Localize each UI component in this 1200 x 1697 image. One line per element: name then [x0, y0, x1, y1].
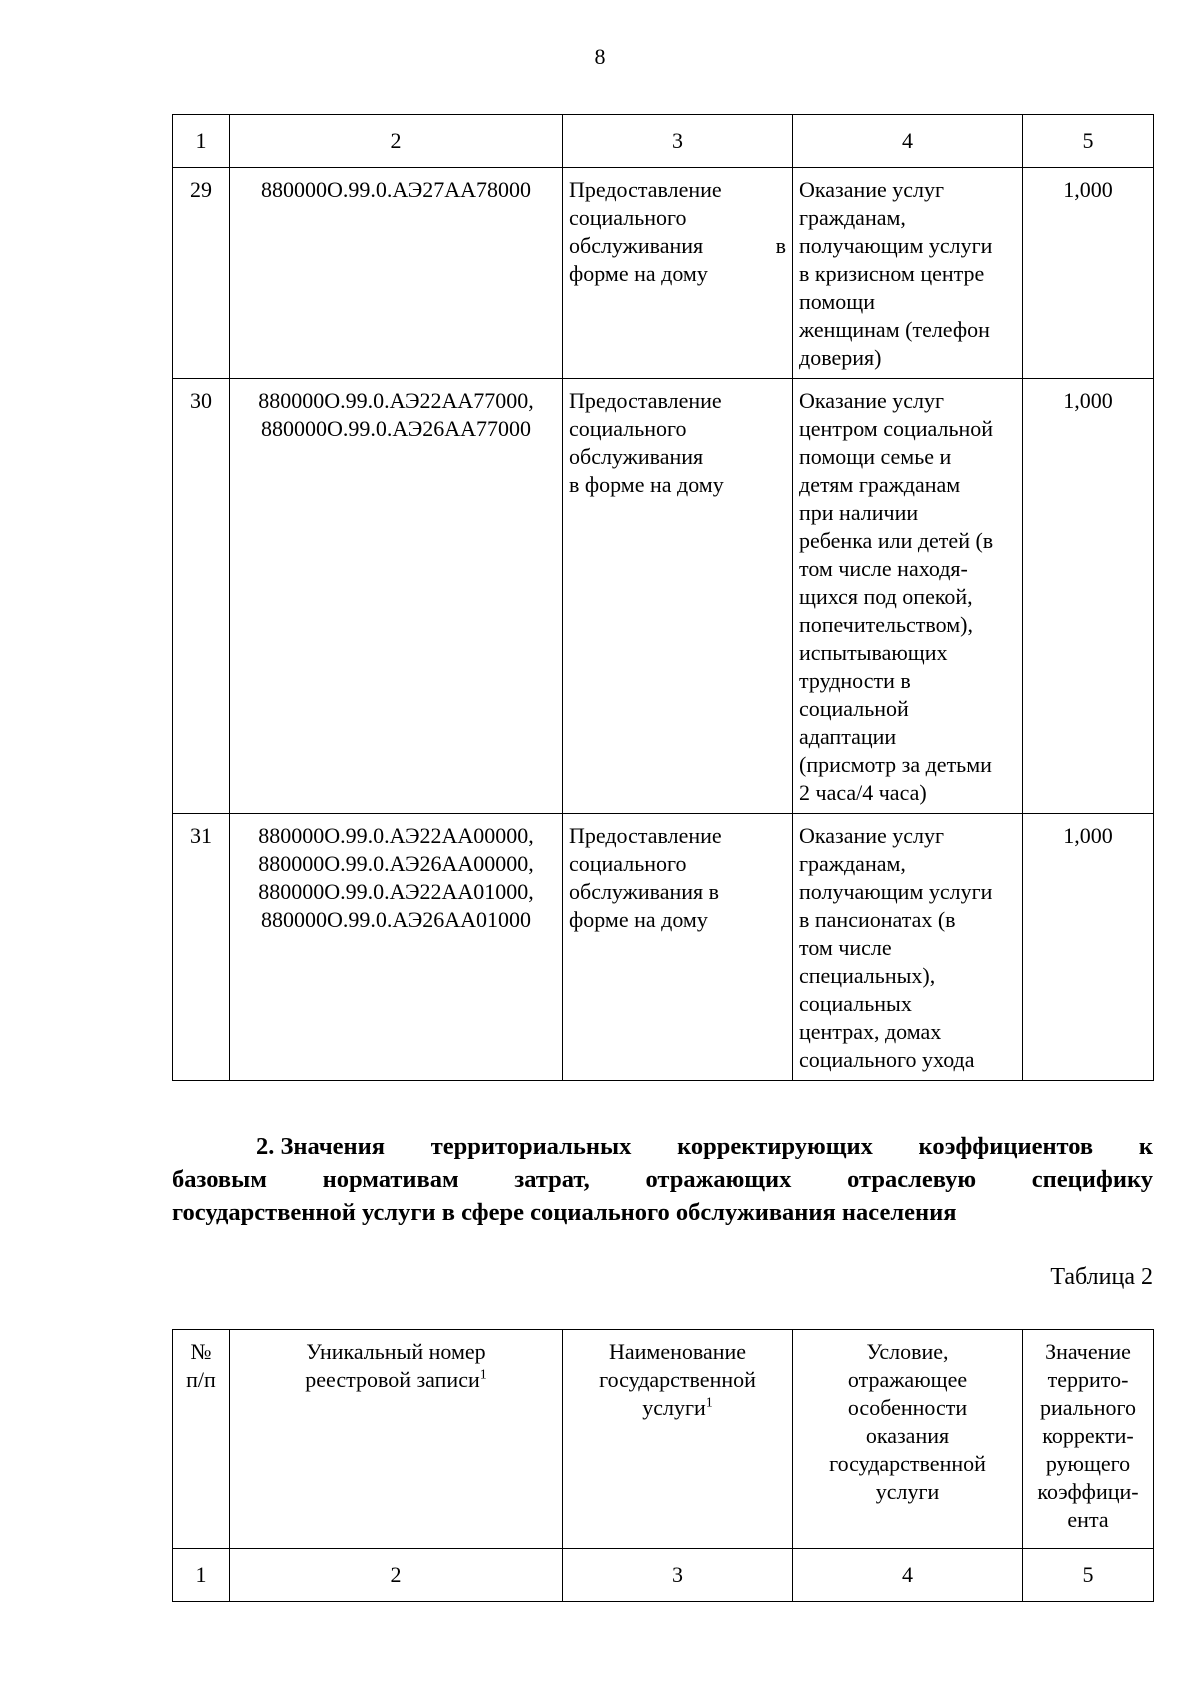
text-line: том числе — [799, 935, 892, 960]
header-cell-condition — [793, 1330, 1023, 1549]
service-condition — [793, 379, 1023, 814]
text-word: в — [775, 233, 786, 258]
heading-word: базовым — [172, 1166, 267, 1193]
table-header-row — [173, 1330, 1154, 1549]
text-line: при наличии — [799, 500, 919, 525]
text-line: социального ухода — [799, 1047, 975, 1072]
heading-line — [172, 1196, 1153, 1229]
text-line: форме на дому — [569, 907, 708, 932]
text-line: обслуживания — [569, 444, 704, 469]
header-cell-number — [173, 1330, 230, 1549]
text-line: центрах, домах — [799, 1019, 942, 1044]
header-text: услуги — [642, 1395, 706, 1420]
column-number-row — [173, 1549, 1154, 1602]
header-text: коэффици- — [1037, 1479, 1139, 1504]
heading-word: специфику — [1031, 1166, 1153, 1193]
text-line: помощи семье и — [799, 444, 952, 469]
text-line: центром социальной — [799, 416, 994, 441]
registry-code: 880000О.99.0.АЭ22АА00000, — [258, 823, 534, 848]
text-line: социальной — [799, 696, 909, 721]
text-line: социальных — [799, 991, 912, 1016]
text-line: адаптации — [799, 724, 897, 749]
heading-word: коэффициентов — [918, 1133, 1094, 1160]
header-text: государственной — [829, 1451, 986, 1476]
text-line: гражданам, — [799, 851, 906, 876]
registry-code: 880000О.99.0.АЭ22АА01000, — [258, 879, 534, 904]
heading-line — [172, 1130, 1153, 1163]
header-text: п/п — [186, 1367, 216, 1392]
row-number: 30 — [173, 379, 230, 814]
text-line: Предоставление — [569, 823, 722, 848]
table-2-label: Таблица 2 — [1050, 1264, 1153, 1290]
footnote-mark: 1 — [705, 1395, 713, 1411]
header-text: террито- — [1047, 1367, 1129, 1392]
text-line: женщинам (телефон — [799, 317, 990, 342]
service-name — [563, 168, 793, 379]
registry-codes — [230, 814, 563, 1081]
header-cell-service — [563, 1330, 793, 1549]
service-name — [563, 379, 793, 814]
header-text: корректи- — [1042, 1423, 1134, 1448]
column-number-cell: 2 — [230, 1549, 563, 1602]
header-text-line — [236, 1366, 556, 1394]
heading-word: Значения — [280, 1133, 385, 1160]
header-text: услуги — [875, 1479, 940, 1504]
header-text: особенности — [847, 1395, 968, 1420]
column-number-cell: 5 — [1023, 115, 1154, 168]
text-line: обслуживания в — [569, 879, 720, 904]
row-number: 31 — [173, 814, 230, 1081]
column-number-cell: 1 — [173, 1549, 230, 1602]
text-line: щихся под опекой, — [799, 584, 973, 609]
text-line: том числе находя- — [799, 556, 968, 581]
text-line: ребенка или детей (в — [799, 528, 994, 553]
heading-word — [172, 1130, 385, 1163]
registry-code: 880000О.99.0.АЭ27АА78000 — [260, 177, 532, 202]
registry-code: 880000О.99.0.АЭ22АА77000, — [258, 388, 534, 413]
header-text: Значение — [1045, 1339, 1131, 1364]
page-number: 8 — [594, 44, 606, 69]
text-line: Оказание услуг — [799, 388, 945, 413]
header-text: Уникальный номер — [306, 1339, 486, 1364]
column-number-row — [173, 115, 1154, 168]
text-line: испытывающих — [799, 640, 948, 665]
text-line: специальных), — [799, 963, 936, 988]
column-number-cell: 1 — [173, 115, 230, 168]
column-number-cell: 2 — [230, 115, 563, 168]
heading-text: государственной услуги в сфере социального обслуживания населения — [172, 1199, 957, 1226]
coefficient-value: 1,000 — [1023, 814, 1154, 1081]
registry-code: 880000О.99.0.АЭ26АА01000 — [260, 907, 532, 932]
header-text: Наименование — [608, 1339, 747, 1364]
heading-word: территориальных — [430, 1133, 632, 1160]
service-name — [563, 814, 793, 1081]
column-number-cell: 3 — [563, 115, 793, 168]
text-line: Оказание услуг — [799, 177, 945, 202]
header-text-line — [569, 1394, 786, 1422]
text-line: детям гражданам — [799, 472, 961, 497]
text-line: социального — [569, 416, 687, 441]
header-cell-registry — [230, 1330, 563, 1549]
header-text: оказания — [865, 1423, 950, 1448]
header-text: рующего — [1045, 1451, 1131, 1476]
text-line: социального — [569, 205, 687, 230]
header-text: ента — [1067, 1507, 1109, 1532]
table-row — [173, 168, 1154, 379]
column-number-cell: 3 — [563, 1549, 793, 1602]
header-text: Условие, — [866, 1339, 949, 1364]
text-line: получающим услуги — [799, 233, 993, 258]
text-line: гражданам, — [799, 205, 906, 230]
text-line — [569, 232, 786, 260]
column-number-cell: 5 — [1023, 1549, 1154, 1602]
text-line: попечительством), — [799, 612, 973, 637]
heading-word: отраслевую — [847, 1166, 977, 1193]
registry-code: 880000О.99.0.АЭ26АА77000 — [260, 416, 532, 441]
text-line: форме на дому — [569, 261, 708, 286]
header-text: отражающее — [847, 1367, 968, 1392]
heading-word: к — [1138, 1133, 1153, 1160]
header-text: реестровой записи — [305, 1367, 480, 1392]
text-line: Предоставление — [569, 388, 722, 413]
service-condition — [793, 814, 1023, 1081]
text-line: в форме на дому — [569, 472, 724, 497]
heading-word: отражающих — [645, 1166, 792, 1193]
text-line: 2 часа/4 часа) — [799, 780, 927, 805]
registry-codes — [230, 168, 563, 379]
row-number: 29 — [173, 168, 230, 379]
header-text: государственной — [599, 1367, 756, 1392]
registry-codes — [230, 379, 563, 814]
column-number-cell: 4 — [793, 115, 1023, 168]
text-line: в пансионатах (в — [799, 907, 956, 932]
text-line: доверия) — [799, 345, 882, 370]
text-line: трудности в — [799, 668, 911, 693]
section-number: 2. — [256, 1133, 275, 1160]
text-line: социального — [569, 851, 687, 876]
text-line: Предоставление — [569, 177, 722, 202]
text-line: (присмотр за детьми — [799, 752, 992, 777]
table-2 — [172, 1329, 1154, 1602]
text-line: получающим услуги — [799, 879, 993, 904]
section-2-heading — [172, 1130, 1153, 1229]
service-condition — [793, 168, 1023, 379]
header-text: № — [190, 1339, 212, 1364]
coefficient-value: 1,000 — [1023, 168, 1154, 379]
table-1-continuation — [172, 114, 1154, 1081]
table-row — [173, 814, 1154, 1081]
header-text: риального — [1040, 1395, 1136, 1420]
heading-word: нормативам — [322, 1166, 459, 1193]
text-line: Оказание услуг — [799, 823, 945, 848]
coefficient-value: 1,000 — [1023, 379, 1154, 814]
text-line: в кризисном центре — [799, 261, 985, 286]
text-line: помощи — [799, 289, 875, 314]
heading-line — [172, 1163, 1153, 1196]
table-row — [173, 379, 1154, 814]
text-word: обслуживания — [569, 233, 704, 258]
heading-word: затрат, — [514, 1166, 590, 1193]
registry-code: 880000О.99.0.АЭ26АА00000, — [258, 851, 534, 876]
column-number-cell: 4 — [793, 1549, 1023, 1602]
heading-word: корректирующих — [677, 1133, 873, 1160]
footnote-mark: 1 — [479, 1367, 487, 1383]
header-cell-coefficient — [1023, 1330, 1154, 1549]
